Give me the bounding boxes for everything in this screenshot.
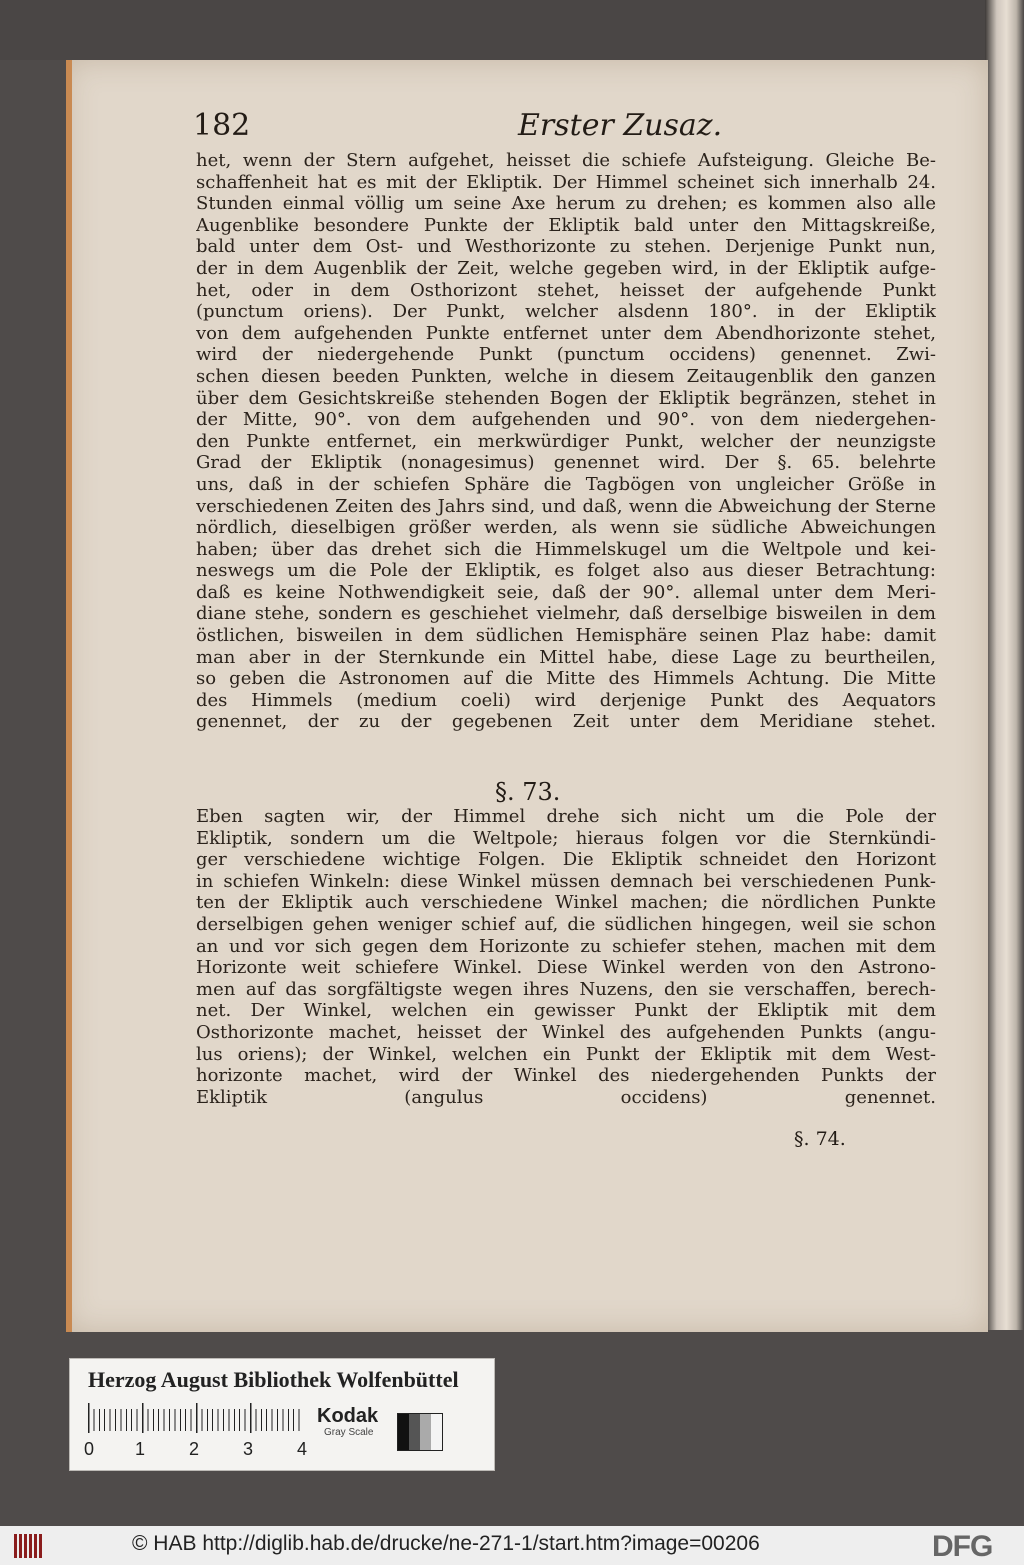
text-line: ger verschiedene wichtige Folgen. Die Ekliptik schneidet den Horizont xyxy=(196,849,936,871)
text-line: het, oder in dem Osthorizont stehet, heisset der aufgehende Punkt xyxy=(196,279,936,301)
text-line: Eben sagten wir, der Himmel drehe sich nicht um die Pole der xyxy=(196,806,936,827)
page-header xyxy=(193,108,933,148)
ruler-number: 4 xyxy=(297,1439,308,1459)
text-line: het, wenn der Stern aufgehet, heisset die schiefe Aufsteigung. Gleiche Be- xyxy=(196,150,936,171)
text-line: östlichen, bisweilen in dem südlichen Hemisphäre seinen Plaz habe: damit xyxy=(196,625,936,647)
text-line: Augenblike besondere Punkte der Ekliptik bald unter den Mittagskreiße, xyxy=(196,214,936,236)
text-line: net. Der Winkel, welchen ein gewisser Punkt der Ekliptik mit dem xyxy=(196,1000,936,1022)
gray-scale-label: Gray Scale xyxy=(324,1427,374,1438)
text-line: horizonte machet, wird der Winkel des niedergehenden Punkts der xyxy=(196,1065,936,1087)
text-line: Ekliptik (angulus occidens) genennet. xyxy=(196,1086,936,1108)
text-line: (punctum oriens). Der Punkt, welcher alsdenn 180°. in der Ekliptik xyxy=(196,301,936,323)
text-line: der Mitte, 90°. von dem aufgehenden und 90°. von dem niedergehen- xyxy=(196,409,936,431)
text-line: diane stehe, sondern es geschiehet vielmehr, daß derselbige bisweilen in dem xyxy=(196,603,936,625)
paragraph-2 xyxy=(196,806,936,1108)
copyright-link[interactable]: © HAB http://diglib.hab.de/drucke/ne-271-1/start.htm?image=00206 xyxy=(132,1532,760,1555)
gray-scale-swatches xyxy=(397,1413,443,1451)
text-line: des Himmels (medium coeli) wird derjenige Punkt des Aequators xyxy=(196,689,936,711)
text-line: lus oriens); der Winkel, welchen ein Punkt der Ekliptik mit dem West- xyxy=(196,1043,936,1065)
text-line: wird der niedergehende Punkt (punctum occidens) genennet. Zwi- xyxy=(196,344,936,366)
scan-background xyxy=(0,0,1024,60)
text-line: haben; über das drehet sich die Himmelskugel um die Weltpole und kei- xyxy=(196,538,936,560)
text-line: Osthorizonte machet, heisset der Winkel des aufgehenden Punkts (angu- xyxy=(196,1021,936,1043)
text-line: genennet, der zu der gegebenen Zeit unter dem Meridiane stehet. xyxy=(196,711,936,733)
text-line: den Punkte entfernet, ein merkwürdiger Punkt, welcher der neunzigste xyxy=(196,430,936,452)
page-number: 182 xyxy=(193,108,251,143)
text-line: daß es keine Nothwendigkeit seie, daß der 90°. allemal unter dem Meri- xyxy=(196,581,936,603)
book-edge xyxy=(985,0,1024,1330)
text-line: über dem Gesichtskreiße stehenden Bogen der Ekliptik begränzen, stehet in xyxy=(196,387,936,409)
text-line: Grad der Ekliptik (nonagesimus) genennet wird. Der §. 65. belehrte xyxy=(196,452,936,474)
text-line: Stunden einmal völlig um seine Axe herum zu drehen; es kommen also alle xyxy=(196,193,936,215)
section-heading: §. 73. xyxy=(495,778,561,806)
kodak-logo: Kodak xyxy=(317,1405,379,1427)
text-line: ten der Ekliptik auch verschiedene Winkel machen; die nördlichen Punkte xyxy=(196,892,936,914)
footer-bar xyxy=(0,1526,1024,1565)
card-title: Herzog August Bibliothek Wolfenbüttel xyxy=(88,1367,459,1392)
text-line: Horizonte weit schiefere Winkel. Diese Winkel werden von den Astrono- xyxy=(196,957,936,979)
ruler-major-ticks xyxy=(88,1403,304,1433)
text-line: in schiefen Winkeln: diese Winkel müssen demnach bei verschiedenen Punk- xyxy=(196,870,936,892)
text-line: bald unter dem Ost- und Westhorizonte zu stehen. Derjenige Punkt nun, xyxy=(196,236,936,258)
paragraph-1 xyxy=(196,150,936,733)
catchword: §. 74. xyxy=(794,1128,846,1150)
text-line: der in dem Augenblik der Zeit, welche gegeben wird, in der Ekliptik aufge- xyxy=(196,257,936,279)
text-line: verschiedenen Zeiten des Jahrs sind, und daß, wenn die Abweichung der Sterne xyxy=(196,495,936,517)
hab-logo-icon xyxy=(14,1534,44,1558)
ruler-number: 1 xyxy=(135,1439,146,1459)
text-line: uns, daß in der schiefen Sphäre die Tagbögen von ungleicher Größe in xyxy=(196,473,936,495)
text-line: schaffenheit hat es mit der Ekliptik. Der Himmel scheinet sich innerhalb 24. xyxy=(196,171,936,193)
text-line: so geben die Astronomen auf die Mitte des Himmels Achtung. Die Mitte xyxy=(196,668,936,690)
text-line: neswegs um die Pole der Ekliptik, es folget also aus dieser Betrachtung: xyxy=(196,560,936,582)
text-line: von dem aufgehenden Punkte entfernet unter dem Abendhorizonte stehet, xyxy=(196,322,936,344)
text-line: man aber in der Sternkunde ein Mittel habe, diese Lage zu beurtheilen, xyxy=(196,646,936,668)
text-line: derselbigen gehen weniger schief auf, die südlichen hingegen, weil sie schon xyxy=(196,913,936,935)
text-line: an und vor sich gegen dem Horizonte zu schiefer stehen, machen mit dem xyxy=(196,935,936,957)
dfg-logo: DFG xyxy=(932,1530,993,1563)
text-line: Ekliptik, sondern um die Weltpole; hieraus folgen vor die Sternkündi- xyxy=(196,827,936,849)
ruler-number: 2 xyxy=(189,1439,200,1459)
ruler-number: 3 xyxy=(243,1439,254,1459)
ruler-number: 0 xyxy=(84,1439,95,1459)
text-line: nördlich, dieselbigen größer werden, als wenn sie südliche Abweichungen xyxy=(196,517,936,539)
text-line: schen diesen beeden Punkten, welche in diesem Zeitaugenblik den ganzen xyxy=(196,365,936,387)
text-line: men auf das sorgfältigste wegen ihres Nuzens, den sie verschaffen, berech- xyxy=(196,978,936,1000)
library-color-card xyxy=(69,1358,495,1471)
running-head: Erster Zusaz. xyxy=(518,108,723,143)
